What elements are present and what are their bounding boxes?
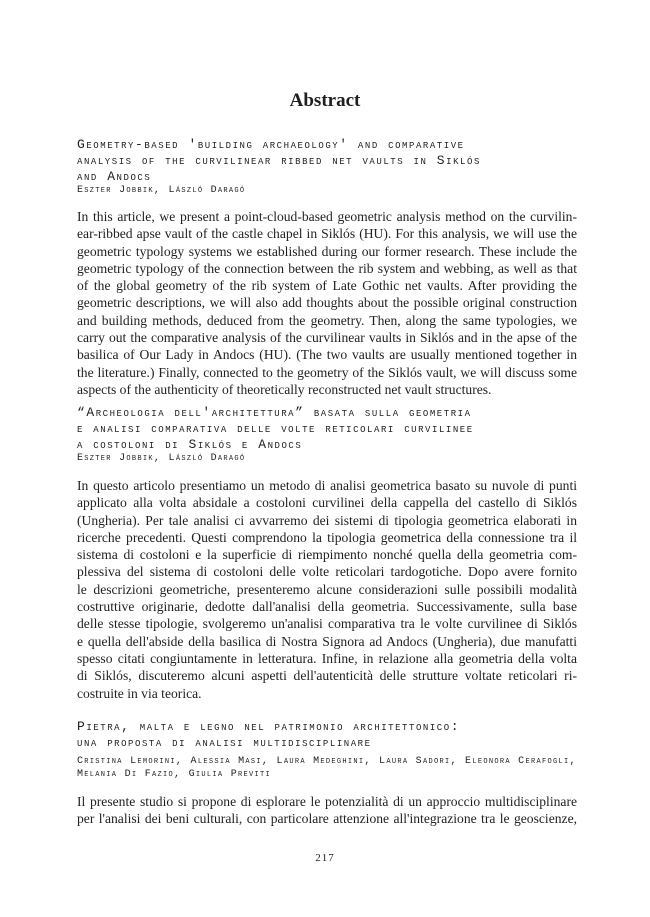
section-authors-3	[77, 755, 597, 781]
body-line: In questo articolo presentiamo un metodo di analisi geometrica basato su nuvole di punti	[77, 478, 577, 493]
body-line: In this article, we present a point-cloud-based geometric analysis method on the curvilin-	[77, 209, 577, 224]
body-line: Il presente studio si propone di esplorare le potenzialità di un approccio multidisciplinare	[77, 794, 577, 809]
body-line: spesso citati congiuntamente in letteratura. Infine, in relazione alla geometria della volta	[77, 650, 577, 666]
authors-line: Eszter Jobbik, László Daragó	[77, 185, 246, 196]
body-line: carry out the comparative analysis of the curvilinear vaults in Siklós and in the apse of the	[77, 330, 577, 346]
section-authors-2	[77, 452, 597, 465]
authors-line: Eszter Jobbik, László Daragó	[77, 453, 246, 464]
section-title-line: a costoloni di Siklós e Andocs	[77, 437, 303, 452]
body-line: geometric descriptions, we will also add thoughts about the possible original construction	[77, 295, 577, 311]
section-title-line: and Andocs	[77, 169, 152, 184]
page-number: 217	[315, 852, 335, 864]
body-line: per l'analisi dei beni culturali, con particolare attenzione all'integrazione tra le geoscienze,	[77, 811, 577, 827]
body-line: applicato alla volta absidale a costoloni curvilinei della cappella del castello di Siklós	[77, 495, 577, 511]
section-title-line: e analisi comparativa delle volte reticolari curvilinee	[77, 421, 474, 436]
body-line: e quella dell'abside della basilica di Nostra Signora ad Andocs (Ungheria), due manufatti	[77, 633, 577, 649]
body-line: the literature.) Finally, connected to the geometry of the Siklós vault, we will discuss some	[77, 364, 577, 380]
section-title-2	[77, 405, 577, 453]
body-line: plessiva del sistema di costoloni delle volte reticolari tardogotiche. Dopo avere fornito	[77, 564, 577, 580]
body-line: ricerche precedenti. Questi comprendono la tipologia geometrica della connessione tra il	[77, 529, 577, 545]
section-title-line: Pietra, malta e legno nel patrimonio architettonico:	[77, 719, 461, 734]
section-title-line: Geometry-based 'building archaeology' and comparative	[77, 137, 465, 152]
body-line: le descrizioni geometriche, presenteremo alcune considerazioni sulle possibili modalità	[77, 581, 577, 597]
section-body-2	[77, 477, 577, 702]
authors-line: Melania Di Fazio, Giulia Previti	[77, 769, 272, 780]
body-line: sistema di costoloni e la superficie di riempimento nonché quella della geometria com-	[77, 547, 577, 563]
section-title-3	[77, 719, 577, 751]
body-line: geometric typology systems we established during our former research. These include the	[77, 243, 577, 259]
body-line: basilica of Our Lady in Andocs (HU). (The two vaults are usually mentioned together in	[77, 347, 577, 363]
section-title-line: una proposta di analisi multidisciplinare	[77, 735, 372, 750]
body-line: ear-ribbed apse vault of the castle chapel in Siklós (HU). For this analysis, we will use the	[77, 226, 577, 242]
authors-line: Cristina Lemorini, Alessia Masi, Laura Medeghini, Laura Sadori, Eleonora Cerafogli,	[77, 756, 577, 767]
body-line: (Ungheria). Per tale analisi ci avvarremo dei sistemi di tipologia geometrica elaborati in	[77, 512, 577, 528]
section-authors-1	[77, 184, 597, 197]
page-title: Abstract	[289, 90, 361, 111]
body-line: costruttive originarie, dedotte dall'analisi della geometria. Successivamente, sulla base	[77, 599, 577, 615]
body-line: delle stesse tipologie, svolgeremo un'analisi comparativa tra le volte curvilinee di Siklós	[77, 616, 577, 632]
body-line: aspects of the authenticity of theoretically reconstructed net vault structures.	[77, 381, 492, 397]
section-title-line: “Archeologia dell'architettura” basata sulla geometria	[77, 405, 472, 420]
section-body-1	[77, 208, 577, 398]
section-body-3	[77, 793, 577, 828]
section-title-line: analysis of the curvilinear ribbed net vaults in Siklós	[77, 153, 481, 168]
section-title-1	[77, 137, 577, 185]
body-line: and building methods, deduced from the geometry. Then, along the same typologies, we	[77, 312, 577, 328]
body-line: di Siklós, discuteremo alcuni aspetti dell'autenticità delle strutture voltate reticolari ri-	[77, 668, 577, 684]
body-line: of the global geometry of the rib system of Late Gothic net vaults. After providing the	[77, 278, 577, 294]
body-line: costruite in via teorica.	[77, 685, 202, 701]
body-line: geometric typology of the connection between the rib system and webbing, as well as that	[77, 260, 577, 276]
